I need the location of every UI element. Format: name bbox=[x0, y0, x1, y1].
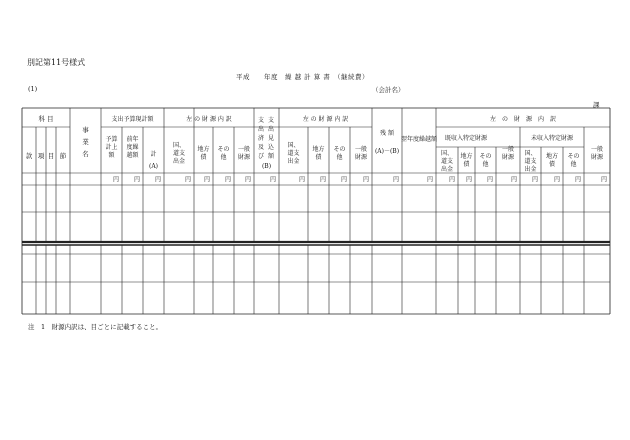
header-shishutsu-zumi: び bbox=[257, 153, 265, 160]
header-zangaku: 残 額 bbox=[380, 130, 394, 137]
yen-unit: 円 bbox=[269, 176, 276, 184]
header-shishutsu-b: (B) bbox=[261, 163, 272, 170]
account-name: （会計名） bbox=[372, 86, 405, 94]
header-jigyou-mei: 業 bbox=[82, 138, 89, 146]
header-sonota-1: 他 bbox=[220, 154, 227, 161]
header-kuni-1: 出金 bbox=[172, 158, 186, 165]
header-ippan-2: 財源 bbox=[354, 154, 368, 161]
header-chihousai-4: 債 bbox=[548, 161, 556, 168]
header-kishuu: 既収入特定財源 bbox=[444, 135, 488, 142]
header-shishutsu-zumi: 見 bbox=[267, 135, 275, 142]
title-year: 年度 bbox=[264, 73, 278, 81]
header-chihousai-2: 債 bbox=[315, 154, 322, 161]
header-shishutsu-zumi: 支 bbox=[267, 117, 275, 124]
title-era: 平成 bbox=[236, 73, 250, 81]
yen-unit: 円 bbox=[553, 176, 560, 184]
header-kuni-3: 道支 bbox=[440, 158, 454, 165]
header-chihousai-1: 債 bbox=[200, 154, 207, 161]
paren-number: (1) bbox=[28, 85, 38, 93]
yen-unit: 円 bbox=[426, 176, 433, 184]
header-zennendo: 越額 bbox=[126, 152, 139, 159]
yen-unit: 円 bbox=[184, 176, 191, 184]
header-kou: 項 bbox=[37, 152, 45, 160]
header-yokunendo: 翌年度繰越額 bbox=[400, 136, 438, 143]
yen-unit: 円 bbox=[465, 176, 472, 184]
header-sonota-4: 他 bbox=[570, 161, 577, 168]
header-kuni-4: 国、 bbox=[524, 150, 537, 157]
header-shishutsu-zumi: 出 bbox=[267, 126, 275, 133]
header-sonota-3: 他 bbox=[482, 161, 489, 168]
yen-unit: 円 bbox=[510, 176, 517, 184]
header-shishutsu-zumi: 済 bbox=[257, 135, 265, 142]
header-chihousai-3: 地方 bbox=[460, 153, 473, 160]
yen-unit: 円 bbox=[244, 176, 251, 184]
header-kuni-2: 道支 bbox=[287, 150, 300, 157]
header-zaigen-2: 左 の 財 源 内 訳 bbox=[302, 116, 349, 123]
header-kuni-1: 国、 bbox=[172, 142, 186, 149]
yen-unit: 円 bbox=[319, 176, 326, 184]
header-moku: 目 bbox=[47, 152, 55, 160]
header-ippan-1: 一般 bbox=[237, 146, 251, 153]
header-ippan-4: 財源 bbox=[590, 154, 604, 161]
header-chihousai-1: 地方 bbox=[197, 146, 210, 153]
yen-unit: 円 bbox=[448, 176, 455, 184]
header-chihousai-3: 債 bbox=[463, 161, 470, 168]
header-zennendo: 前年 bbox=[126, 136, 139, 143]
header-ippan-1: 財源 bbox=[237, 154, 251, 161]
header-kan: 款 bbox=[25, 152, 33, 160]
yen-unit: 円 bbox=[574, 176, 581, 184]
header-kuni-1: 道支 bbox=[172, 150, 186, 157]
header-zaigen-1: 左 の 財 源 内 訳 bbox=[186, 116, 232, 123]
header-sonota-2: その bbox=[333, 146, 346, 153]
yen-unit: 円 bbox=[133, 176, 140, 184]
header-chihousai-4: 地方 bbox=[545, 153, 559, 160]
header-zangaku-formula: (A)－(B) bbox=[374, 148, 400, 155]
header-yosan-keijou: 額 bbox=[108, 152, 115, 159]
yen-unit: 円 bbox=[486, 176, 493, 184]
yen-unit: 円 bbox=[362, 176, 369, 184]
header-shishutsu-zumi: 込 bbox=[267, 144, 275, 151]
header-sonota-1: その bbox=[217, 146, 230, 153]
header-kuni-3: 出金 bbox=[440, 166, 454, 173]
yen-unit: 円 bbox=[392, 176, 399, 184]
yen-unit: 円 bbox=[298, 176, 305, 184]
header-kuni-4: 出金 bbox=[524, 166, 537, 173]
header-zennendo: 度繰 bbox=[126, 144, 139, 151]
header-sonota-4: その bbox=[567, 153, 580, 160]
yen-unit: 円 bbox=[203, 176, 210, 184]
yen-unit: 円 bbox=[600, 176, 607, 184]
header-yosan-keijou: 計上 bbox=[105, 144, 118, 151]
yen-unit: 円 bbox=[340, 176, 347, 184]
header-kuni-3: 国、 bbox=[440, 150, 454, 157]
header-shishutsu-zumi: 支 bbox=[257, 117, 265, 124]
header-kei: 計 bbox=[150, 151, 157, 158]
form-number: 別記第11号様式 bbox=[27, 58, 86, 67]
header-chihousai-2: 地方 bbox=[312, 146, 325, 153]
header-ippan-2: 一般 bbox=[354, 146, 368, 153]
header-zaigen-3: 左 の 財 源 内 訳 bbox=[489, 116, 557, 123]
header-kuni-2: 出金 bbox=[287, 158, 300, 165]
header-kamoku: 科 目 bbox=[38, 115, 54, 123]
header-ippan-3: 一般 bbox=[501, 146, 515, 153]
header-sonota-2: 他 bbox=[336, 154, 343, 161]
yen-unit: 円 bbox=[531, 176, 538, 184]
title-main: 繰 越 計 算 書 bbox=[285, 73, 331, 81]
header-ippan-3: 財源 bbox=[501, 154, 515, 161]
header-kuni-4: 道支 bbox=[524, 158, 537, 165]
header-shishutsu-zumi: 額 bbox=[267, 153, 275, 160]
yen-unit: 円 bbox=[154, 176, 161, 184]
yen-unit: 円 bbox=[224, 176, 231, 184]
title-sub: （継続費） bbox=[337, 73, 370, 81]
header-shishutsu-zumi: 出 bbox=[257, 126, 265, 133]
yen-unit: 円 bbox=[112, 176, 119, 184]
header-ippan-4: 一般 bbox=[590, 146, 604, 153]
footnote: 注 1 財源内訳は、目ごとに記載すること。 bbox=[28, 323, 163, 331]
header-kuni-2: 国、 bbox=[287, 142, 300, 149]
header-setsu: 節 bbox=[59, 152, 67, 160]
header-jigyou-mei: 事 bbox=[82, 126, 89, 134]
header-yosan-keijou: 予算 bbox=[105, 136, 118, 143]
header-shishutsu-zumi: 及 bbox=[257, 144, 265, 151]
header-sonota-3: その bbox=[479, 153, 492, 160]
unit-label: 課 bbox=[593, 101, 600, 109]
header-kei-a: (A) bbox=[148, 163, 159, 170]
header-mishuu: 未収入特定財源 bbox=[530, 135, 574, 142]
header-shishutsu-yotei: 支出予算現計額 bbox=[111, 116, 154, 123]
header-jigyou-mei: 名 bbox=[82, 150, 89, 158]
